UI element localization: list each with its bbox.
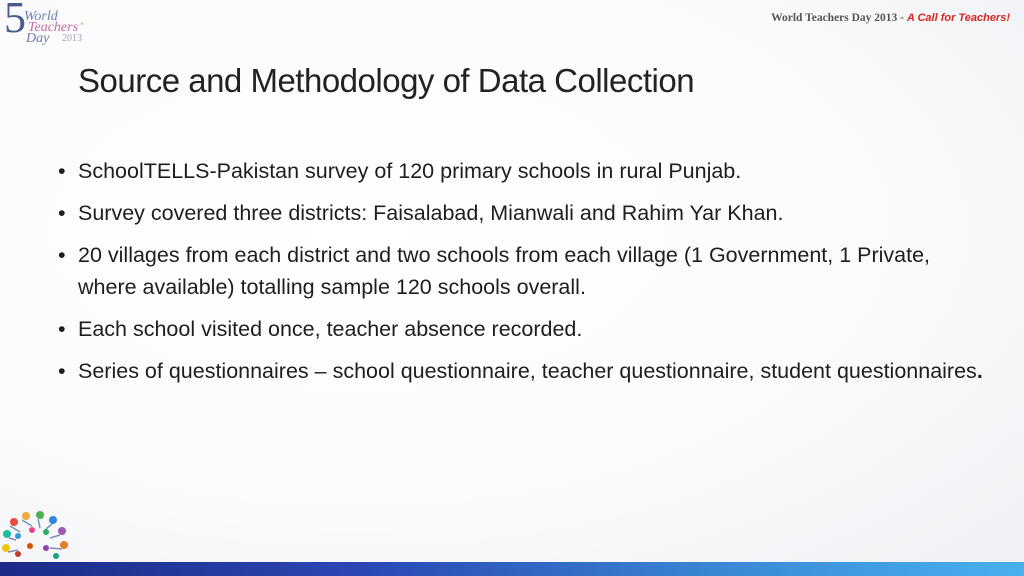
event-text: World Teachers Day 2013 - [771, 12, 907, 24]
bullet-dot-icon: • [58, 159, 66, 183]
logo-apostrophe: ’ [80, 19, 84, 33]
bullet-item [58, 313, 988, 345]
logo-year: 2013 [62, 33, 82, 44]
bullet-dot-icon: • [58, 359, 66, 383]
event-tagline: A Call for Teachers! [906, 12, 1010, 24]
world-teachers-day-logo [2, 2, 92, 46]
bullet-dot-icon: • [58, 243, 66, 267]
bullet-text: Series of questionnaires – school questionnaire, teacher questionnaire, student questionnaires [78, 359, 977, 383]
bullet-dot-icon: • [58, 201, 66, 225]
event-header [771, 12, 1010, 24]
bullet-text: 20 villages from each district and two schools from each village (1 Government, 1 Private, where available) totalling sample 120 schools overall. [78, 243, 931, 299]
decorative-people-circle-icon [0, 508, 74, 564]
slide-title: Source and Methodology of Data Collection [78, 62, 695, 99]
bullet-end-period: . [976, 359, 983, 383]
bullet-item [58, 197, 988, 229]
logo-word-teachers: Teachers [28, 20, 79, 35]
bullet-item [58, 155, 988, 187]
bullet-text: Each school visited once, teacher absence recorded. [78, 317, 583, 341]
bottom-color-bar [0, 562, 1024, 576]
bullet-text: Survey covered three districts: Faisalabad, Mianwali and Rahim Yar Khan. [78, 201, 784, 225]
bullet-item [58, 239, 988, 303]
bullet-item [58, 355, 988, 387]
bullet-text: SchoolTELLS-Pakistan survey of 120 primary schools in rural Punjab. [78, 159, 742, 183]
bullet-list [58, 155, 988, 397]
logo-number: 5 [4, 0, 26, 42]
logo-word-world: World [24, 9, 58, 24]
bullet-dot-icon: • [58, 317, 66, 341]
logo-word-day: Day [26, 31, 50, 46]
